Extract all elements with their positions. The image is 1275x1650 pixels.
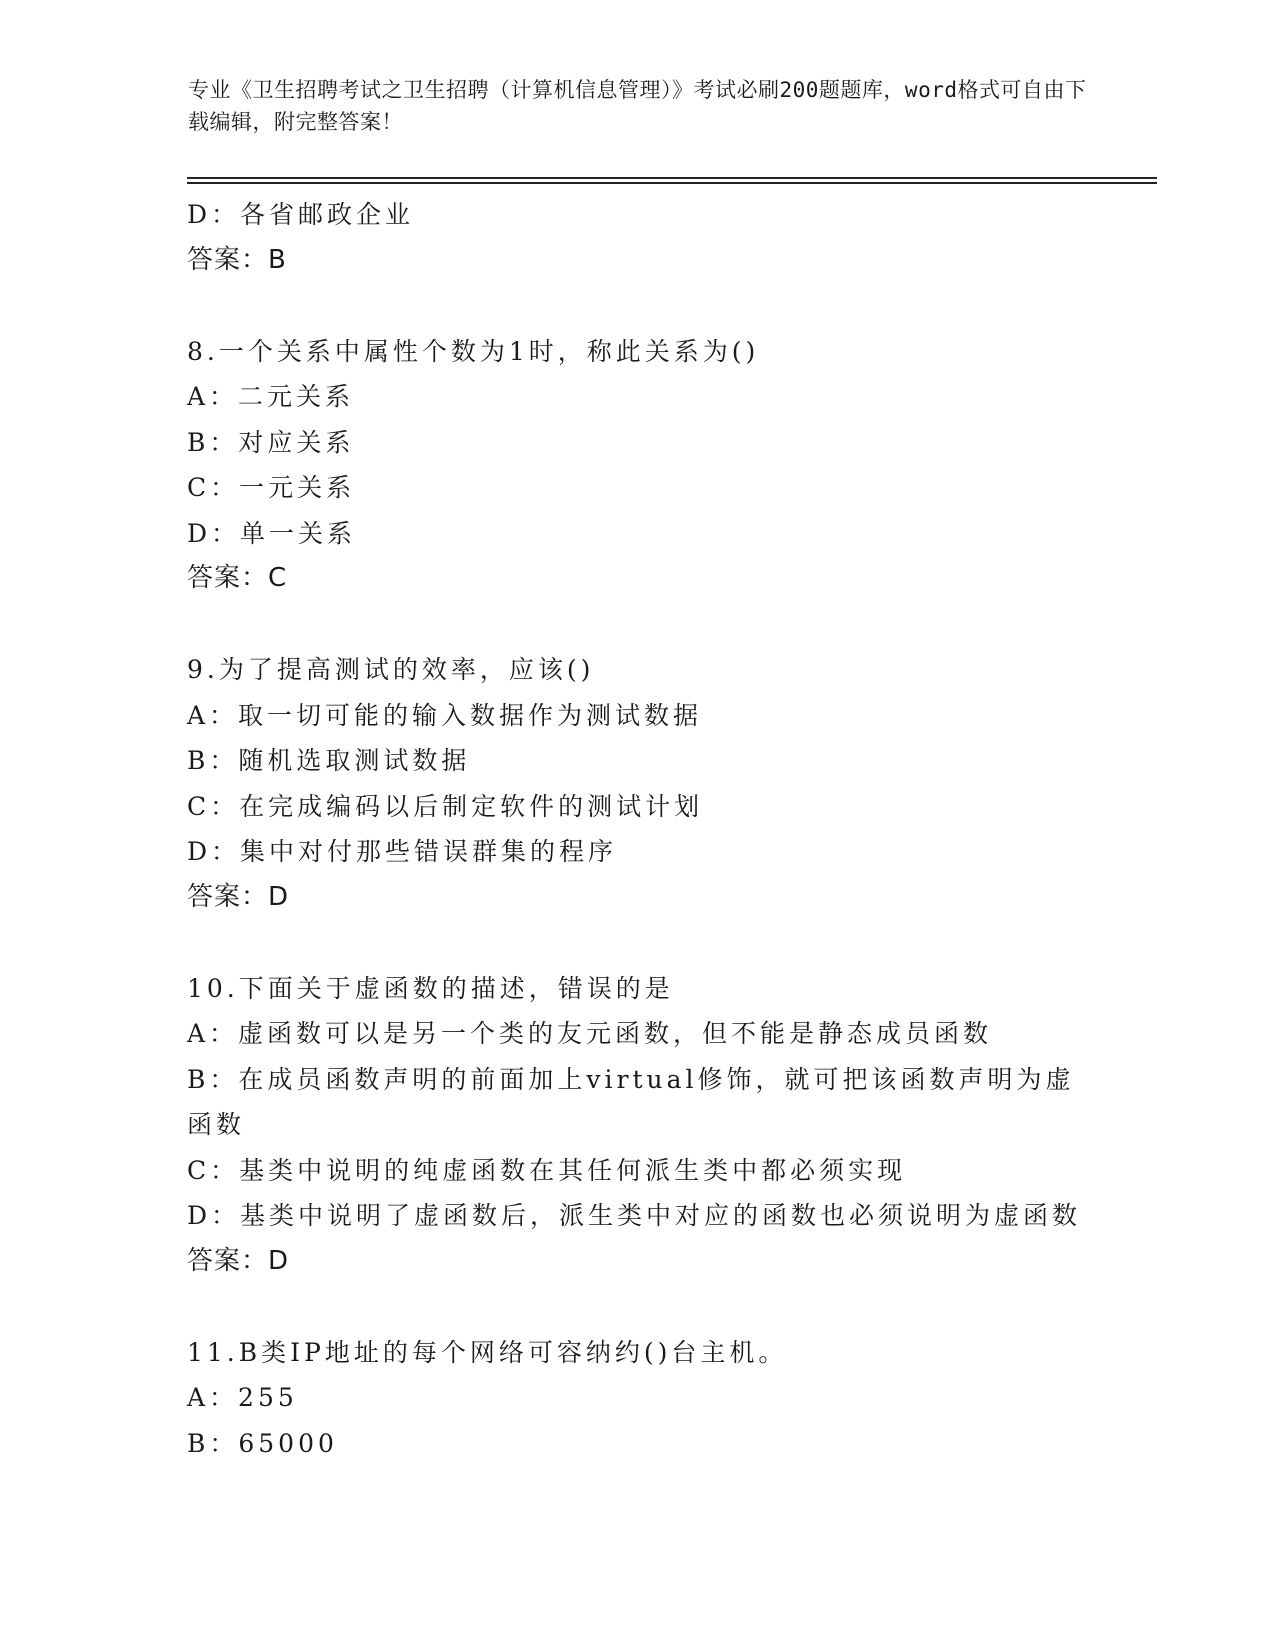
q10-option-d: D：基类中说明了虚函数后，派生类中对应的函数也必须说明为虚函数 — [187, 1201, 1082, 1230]
q8-stem: 8.一个关系中属性个数为1时，称此关系为() — [187, 336, 760, 366]
q10-option-c: C：基类中说明的纯虚函数在其任何派生类中都必须实现 — [187, 1155, 907, 1185]
spacer — [187, 920, 1087, 966]
q8-option-d: D：单一关系 — [187, 518, 357, 548]
q9-option-b: B：随机选取测试数据 — [187, 746, 471, 775]
document-header: 专业《卫生招聘考试之卫生招聘（计算机信息管理）》考试必刷200题题库，word格式可自由下载编辑，附完整答案！ — [188, 78, 1087, 134]
q8-option-a: A：二元关系 — [187, 382, 355, 411]
q11-option-a: A：255 — [187, 1383, 298, 1412]
q9-answer: 答案：D — [187, 881, 290, 912]
q8-option-c: C：一元关系 — [187, 473, 356, 502]
q10-answer: 答案：D — [187, 1245, 290, 1276]
q8-option-b: B：对应关系 — [187, 427, 355, 457]
header-divider-top — [187, 177, 1157, 179]
q10-option-b: B：在成员函数声明的前面加上virtual修饰，就可把该函数声明为虚函数 — [187, 1064, 1075, 1139]
q11-stem: 11.B类IP地址的每个网络可容纳约()台主机。 — [187, 1337, 788, 1367]
spacer — [187, 602, 1087, 648]
question-content — [187, 192, 1087, 1466]
q9-option-c: C：在完成编码以后制定软件的测试计划 — [187, 791, 704, 821]
header-divider-bottom — [187, 182, 1157, 184]
prev-answer: 答案：B — [187, 244, 287, 275]
q9-stem: 9.为了提高测试的效率，应该() — [187, 655, 595, 684]
q9-option-a: A：取一切可能的输入数据作为测试数据 — [187, 700, 703, 730]
prev-option-d: D：各省邮政企业 — [187, 200, 415, 229]
q8-answer: 答案：C — [187, 563, 288, 593]
q11-option-b: B：65000 — [187, 1428, 338, 1458]
q10-option-a: A：虚函数可以是另一个类的友元函数，但不能是静态成员函数 — [187, 1019, 993, 1048]
q10-stem: 10.下面关于虚函数的描述，错误的是 — [187, 973, 674, 1003]
spacer — [187, 1284, 1087, 1330]
q9-option-d: D：集中对付那些错误群集的程序 — [187, 837, 618, 866]
spacer — [187, 283, 1087, 329]
